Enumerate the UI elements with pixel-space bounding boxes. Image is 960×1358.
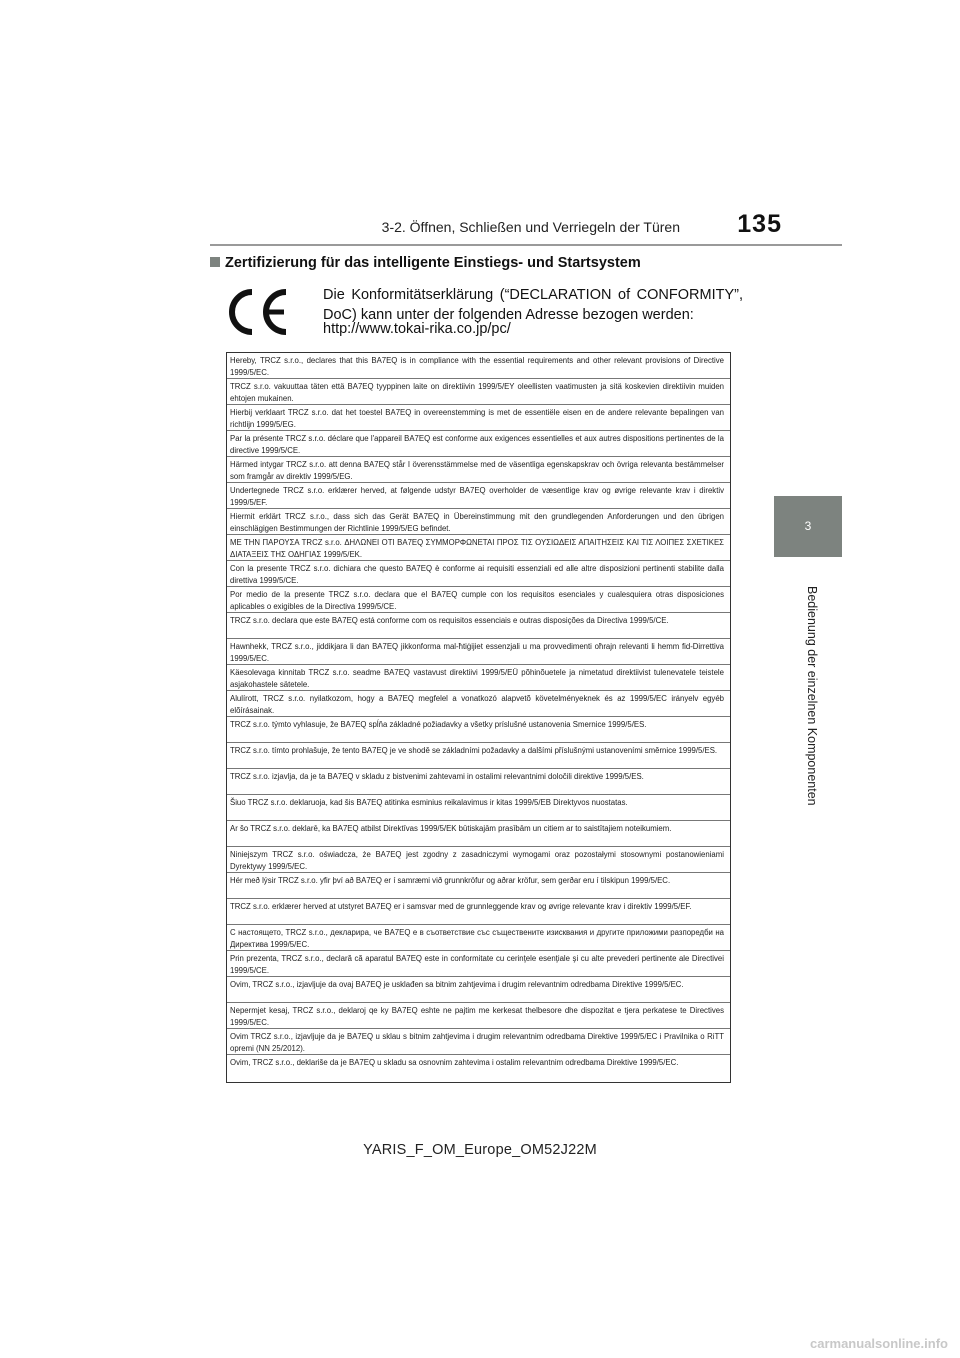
declaration-item: [227, 717, 730, 743]
declaration-item: [227, 431, 730, 457]
conformity-text: Die Konformitätserklärung (“DECLARATION of CONFORMITY”, DoC) kann unter der folgenden Adresse bezogen werden:: [323, 287, 743, 323]
declaration-text: Alulírott, TRCZ s.r.o. nyilatkozom, hogy a BA7EQ megfelel a vonatkozó alapvetõ követelményeknek és az 1999/5/EC irányelv egyéb elõírásainak.: [230, 694, 724, 715]
chapter-tab: [774, 496, 842, 557]
declarations-box: [226, 352, 731, 1083]
header-divider: [210, 244, 842, 246]
declaration-item: [227, 769, 730, 795]
declaration-item: [227, 665, 730, 691]
declaration-item: [227, 457, 730, 483]
declaration-item: [227, 1055, 730, 1081]
declaration-item: [227, 951, 730, 977]
declaration-text: TRCZ s.r.o. týmto vyhlasuje, že BA7EQ spĺňa základné požiadavky a všetky príslušné ustanovenia Smernice 1999/5/ES.: [230, 720, 647, 729]
section-heading: [210, 255, 641, 271]
declaration-text: Hierbij verklaart TRCZ s.r.o. dat het toestel BA7EQ in overeenstemming is met de essentiële eisen en de andere relevante bepalingen van richtlijn 1999/5/EG.: [230, 408, 724, 429]
declaration-item: [227, 587, 730, 613]
declaration-item: [227, 1029, 730, 1055]
declaration-item: [227, 639, 730, 665]
declaration-item: [227, 977, 730, 1003]
declaration-text: TRCZ s.r.o. erklærer herved at utstyret BA7EQ er i samsvar med de grunnleggende krav og øvrige relevante krav i direktiv 1999/5/EF.: [230, 902, 692, 911]
declaration-text: TRCZ s.r.o. tímto prohlašuje, že tento BA7EQ je ve shodě se základními požadavky a dalšími příslušnými ustanoveními směrnice 1999/5/ES.: [230, 746, 718, 755]
declaration-text: TRCZ s.r.o. declara que este BA7EQ está conforme com os requisitos essenciais e outras disposições da Directiva 1999/5/CE.: [230, 616, 669, 625]
declaration-item: [227, 353, 730, 379]
declaration-text: С настоящето, TRCZ s.r.o., декларира, че BA7EQ е в съответствие със съществените изисквания и другите приложими разпоредби на Директива 1999/5/EC.: [230, 928, 724, 949]
declaration-item: [227, 509, 730, 535]
declaration-text: Ovim, TRCZ s.r.o., deklariše da je BA7EQ u skladu sa osnovnim zahtevima i ostalim relevantnim odredbama Direktive 1999/5/EC.: [230, 1058, 679, 1067]
declaration-item: [227, 535, 730, 561]
ce-mark-icon: [222, 286, 292, 338]
page-number: 135: [737, 210, 782, 238]
declaration-text: Con la presente TRCZ s.r.o. dichiara che questo BA7EQ è conforme ai requisiti essenziali ed alle altre disposizioni pertinenti stabilite dalla direttiva 1999/5/CE.: [230, 564, 724, 585]
declaration-text: Hér með lýsir TRCZ s.r.o. yfir því að BA7EQ er í samræmi við grunnkröfur og aðrar kröfur, sem gerðar eru í tilskipun 1999/5/EC.: [230, 876, 671, 885]
declaration-text: Hawnhekk, TRCZ s.r.o., jiddikjara li dan BA7EQ jikkonforma mal-ħtiġijiet essenzjali u ma provvedimenti oħrajn relevanti li hemm fid-Dirrettiva 1999/5/EC.: [230, 642, 724, 663]
chapter-number: 3: [804, 519, 812, 533]
declaration-text: Käesolevaga kinnitab TRCZ s.r.o. seadme BA7EQ vastavust direktiivi 1999/5/EÜ põhinõuetele ja nimetatud direktiivist tulenevatele teistele asjakohastele sätetele.: [230, 668, 724, 689]
square-bullet-icon: [210, 257, 220, 267]
declaration-item: [227, 899, 730, 925]
footer-document-id: YARIS_F_OM_Europe_OM52J22M: [363, 1142, 597, 1158]
declaration-text: Härmed intygar TRCZ s.r.o. att denna BA7EQ står I överensstämmelse med de väsentliga egenskapskrav och övriga relevanta bestämmelser som framgår av direktiv 1999/5/EG.: [230, 460, 724, 481]
header-section-title: 3-2. Öffnen, Schließen und Verriegeln der Türen: [381, 219, 680, 235]
declaration-item: [227, 873, 730, 899]
declaration-text: Ovim TRCZ s.r.o., izjavljuje da je BA7EQ u sklau s bitnim zahtjevima i drugim relevantnim odredbama Direktive 1999/5/EC i Pravilnika o RiTT opremi (NN 25/2012).: [230, 1032, 724, 1053]
declaration-item: [227, 613, 730, 639]
section-heading-text: Zertifizierung für das intelligente Einstiegs- und Startsystem: [225, 255, 641, 271]
declaration-text: Prin prezenta, TRCZ s.r.o., declară că aparatul BA7EQ este in conformitate cu cerinţele esenţiale şi cu alte prevederi pertinente ale Directivei 1999/5/CE.: [230, 954, 724, 975]
declaration-text: Niniejszym TRCZ s.r.o. oświadcza, że BA7EQ jest zgodny z zasadniczymi wymogami oraz pozostałymi stosownymi postanowieniami Dyrektywy 1999/5/EC.: [230, 850, 724, 871]
declaration-item: [227, 925, 730, 951]
declaration-item: [227, 847, 730, 873]
declaration-text: Nepermjet kesaj, TRCZ s.r.o., deklaroj qe ky BA7EQ eshte ne pajtim me kerkesat thelbesore dhe dispozitat e tjera perkatese te Directives 1999/5/EC.: [230, 1006, 724, 1027]
declaration-item: [227, 405, 730, 431]
declaration-text: Por medio de la presente TRCZ s.r.o. declara que el BA7EQ cumple con los requisitos esenciales y cualesquiera otras disposiciones aplicables o exigibles de la Directiva 1999/5/CE.: [230, 590, 724, 611]
declaration-text: Par la présente TRCZ s.r.o. déclare que l'appareil BA7EQ est conforme aux exigences essentielles et aux autres dispositions pertinentes de la directive 1999/5/CE.: [230, 434, 724, 455]
declaration-text: ΜΕ ΤΗΝ ΠΑΡΟΥΣΑ TRCZ s.r.o. ΔΗΛΩΝΕΙ ΟΤΙ BA7EQ ΣΥΜΜΟΡΦΩΝΕΤΑΙ ΠΡΟΣ ΤΙΣ ΟΥΣΙΩΔΕΙΣ ΑΠΑΙΤΗΣΕΙΣ ΚΑΙ ΤΙΣ ΛΟΙΠΕΣ ΣΧΕΤΙΚΕΣ ΔΙΑΤΑΞΕΙΣ ΤΗΣ ΟΔΗΓΙΑΣ 1999/5/ΕΚ.: [230, 538, 724, 559]
declaration-text: Hiermit erklärt TRCZ s.r.o., dass sich das Gerät BA7EQ in Übereinstimmung mit den grundlegenden Anforderungen und den übrigen einschlägigen Bestimmungen der Richtlinie 1999/5/EG befindet.: [230, 512, 724, 533]
declaration-item: [227, 561, 730, 587]
watermark: carmanualsonline.info: [810, 1336, 948, 1351]
declaration-item: [227, 1003, 730, 1029]
declaration-text: Ar šo TRCZ s.r.o. deklarē, ka BA7EQ atbilst Direktīvas 1999/5/EK būtiskajām prasībām un citiem ar to saistītajiem noteikumiem.: [230, 824, 672, 833]
conformity-url: http://www.tokai-rika.co.jp/pc/: [323, 321, 511, 337]
side-chapter-title: Bedienung der einzelnen Komponenten: [805, 586, 819, 806]
declaration-item: [227, 743, 730, 769]
declaration-item: [227, 483, 730, 509]
declaration-text: Ovim, TRCZ s.r.o., izjavljuje da ovaj BA7EQ je usklađen sa bitnim zahtjevima i drugim relevantnim odredbama Direktive 1999/5/EC.: [230, 980, 684, 989]
declaration-text: TRCZ s.r.o. vakuuttaa täten että BA7EQ tyyppinen laite on direktiivin 1999/5/EY oleellisten vaatimusten ja sitä koskevien direktiivin muiden ehtojen mukainen.: [230, 382, 724, 403]
declaration-text: TRCZ s.r.o. izjavlja, da je ta BA7EQ v skladu z bistvenimi zahtevami in ostalimi relevantnimi določili direktive 1999/5/ES.: [230, 772, 644, 781]
declaration-text: Šiuo TRCZ s.r.o. deklaruoja, kad šis BA7EQ atitinka esminius reikalavimus ir kitas 1999/5/EB Direktyvos nuostatas.: [230, 798, 628, 807]
declaration-item: [227, 795, 730, 821]
declaration-text: Hereby, TRCZ s.r.o., declares that this BA7EQ is in compliance with the essential requirements and other relevant provisions of Directive 1999/5/EC.: [230, 356, 724, 377]
declaration-item: [227, 821, 730, 847]
declaration-item: [227, 691, 730, 717]
declaration-item: [227, 379, 730, 405]
declaration-text: Undertegnede TRCZ s.r.o. erklærer herved, at følgende udstyr BA7EQ overholder de væsentlige krav og øvrige relevante krav i direktiv 1999/5/EF.: [230, 486, 724, 507]
